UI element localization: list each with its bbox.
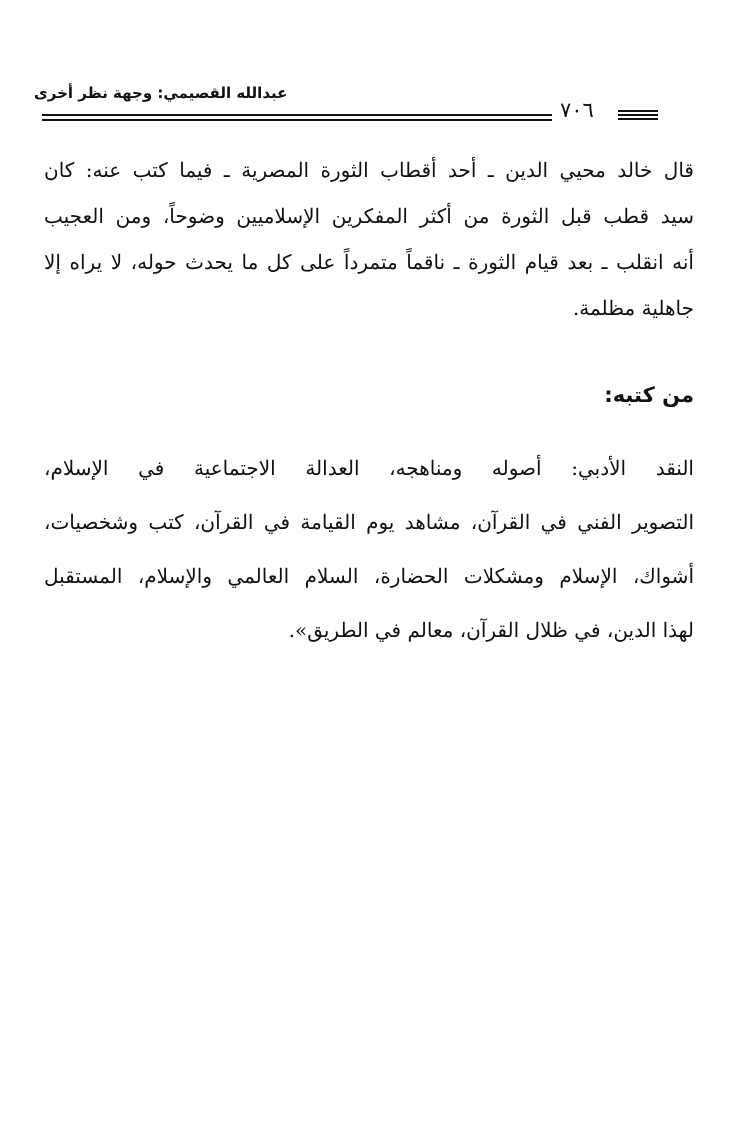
paragraph-line: التصوير الفني في القرآن، مشاهد يوم القيامة في القرآن، كتب وشخصيات، (44, 510, 694, 534)
header-rule-long-bottom (42, 119, 552, 121)
paragraph-line: لهذا الدين، في ظلال القرآن، معالم في الطريق». (288, 618, 694, 642)
paragraph-line: جاهلية مظلمة. (572, 296, 694, 320)
page-number: ٧٠٦ (560, 98, 594, 122)
header-rule-short-3 (618, 118, 658, 120)
header-rule-short-2 (618, 114, 658, 116)
running-title: عبدالله القصيمي: وجهة نظر أخرى (34, 84, 288, 102)
header-rule-short-1 (618, 110, 658, 112)
paragraph-line: قال خالد محيي الدين ـ أحد أقطاب الثورة المصرية ـ فيما كتب عنه: كان (44, 158, 694, 182)
header-rule-long-top (42, 114, 552, 116)
paragraph-line: أنه انقلب ـ بعد قيام الثورة ـ ناقماً متمرداً على كل ما يحدث حوله، لا يراه إلا (44, 250, 694, 274)
paragraph-quote (44, 147, 694, 331)
paragraph-line: النقد الأدبي: أصوله ومناهجه، العدالة الاجتماعية في الإسلام، (44, 456, 694, 480)
paragraph-line: أشواك، الإسلام ومشكلات الحضارة، السلام العالمي والإسلام، المستقبل (44, 564, 694, 588)
paragraph-works-list (44, 441, 694, 657)
paragraph-line: سيد قطب قبل الثورة من أكثر المفكرين الإسلاميين وضوحاً، ومن العجيب (44, 204, 694, 228)
section-heading-works: من كتبه: (604, 383, 694, 407)
